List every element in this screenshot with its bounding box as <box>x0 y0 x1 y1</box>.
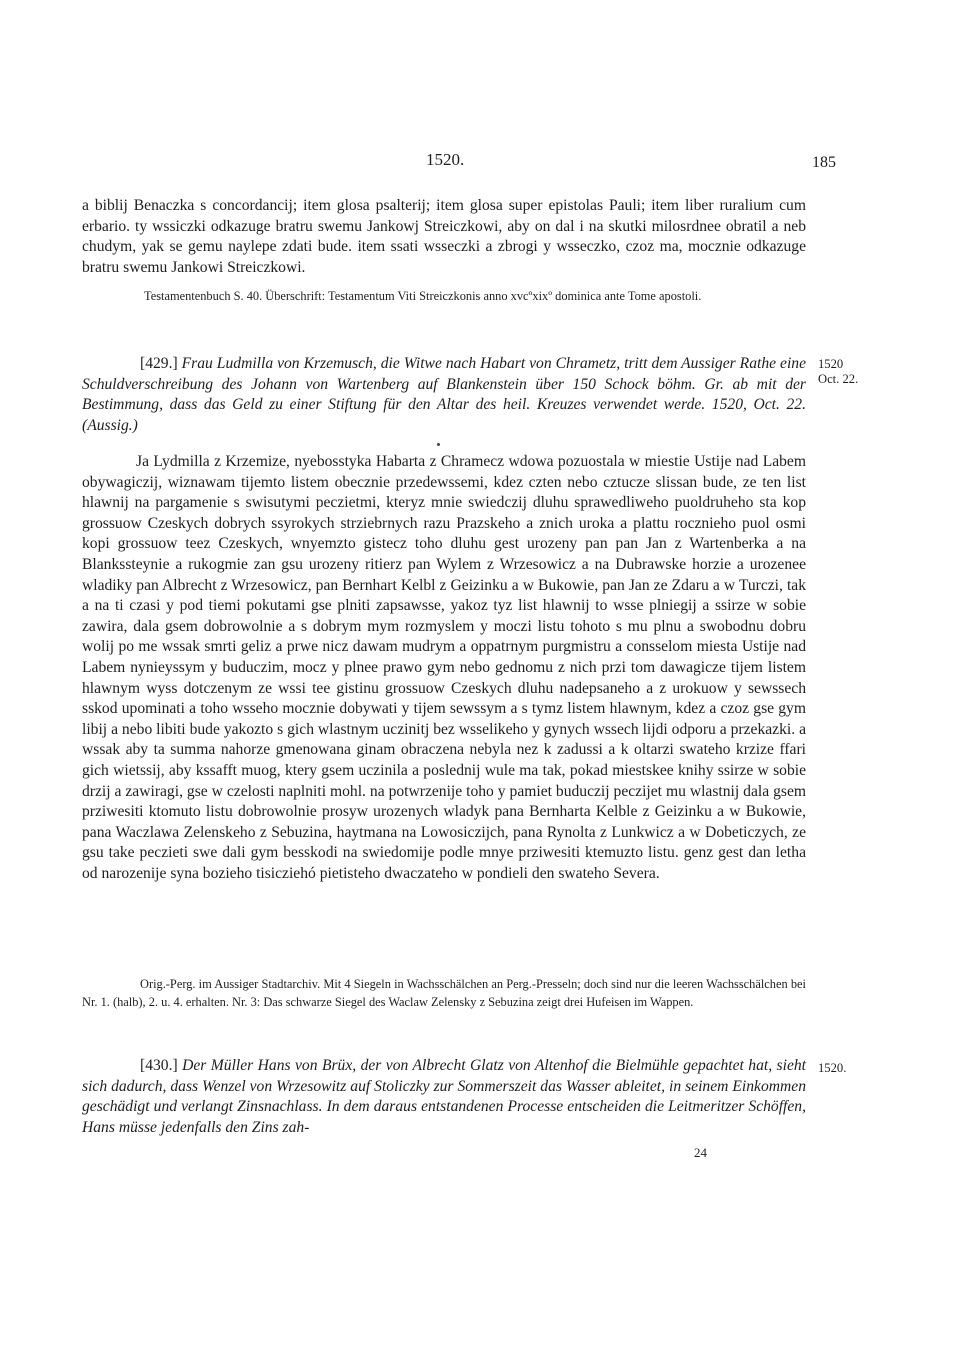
margin-date-day: Oct. 22. <box>818 372 859 386</box>
source-note-text: Testamentenbuch S. 40. Überschrift: Testamentum Viti Streiczkonis anno xvcºxixº dominica ante Tome apostoli. <box>144 289 702 303</box>
document-430-margin-date: 1520. <box>818 1061 847 1075</box>
document-429-number: [429.] <box>140 355 178 372</box>
document-430-regest <box>82 1056 806 1138</box>
document-429-text <box>82 452 806 884</box>
document-429-charter-text: Ja Lydmilla z Krzemize, nyebosstyka Habarta z Chramecz wdowa pozuostala w miestie Ustije nad Labem obywagiczij, wiznawam tijemto listem obecznie przedewssemi, kdez czten nebo cztucze slissan bude, ze ten list hlawnij na pargamenie s swisutymi peczietmi, kteryz mnie swiedczij dluhu sprawedliweho puoldruheho sta kop grossuow Czeskych dobrych ssyrokych strziebrnych razu Prazskeho a znich uroka a plattu rocznieho puol osmi kopi grossuow teez Czeskych, wnyemzto gistecz toho dluhu gest urozeny pan pan Jan z Wartenberka a na Blankssteynie a rukogmie zan gsu urozeny ritierz pan Wylem z Wrzesowicz a na Dubrawske horzie a urozenee wladiky pan Albrecht z Wrzesowicz, pan Bernhart Kelbl z Geizinku a w Bukowie, pan Jan ze Zdaru a w Turczi, tak a na ti czasi y pod tiemi pokutami gse plniti zapsawsse, yakoz tyz list hlawnij to wsse plniegij a ssirze w sobie zawira, dala gsem dobrowolnie a s dobrym mym rozmyslem y moczi listu tohoto s mu plnu a swobodnu dobru wolij po me wssak smrti geliz a prwe nicz dawam mudrym a oppatrnym purgmistru a consselom miesta Ustije nad Labem nynieyssym y buduczim, mocz y plnee prawo gym nebo gednomu z nich przi tom dawagicze tijem listem hlawnym wyss dotczenym ze wssi tee gistinu grossuow Czeskych dluhu nadepsaneho a z urokuow y sewssech sskod upominati a toho wsseho mocznie dobywati y tijem sewssym a s tymz listem hlawnym, kdez a czoz gse gym libij a nebo libiti bude yakozto s gich wlastnym uczinitj bez wsselikeho y gynych wssech lijdi odporu a przekazki. a wssak aby ta summa nahorze gmenowana ginam obraczena nebyla nez k zadussi a k oltarzi swateho krzize ffari gich wietssij, aby kssafft muog, ktery gsem uczinila a poslednij wule ma tak, pokad miestskee knihy ssirze w sobie drzij a zawiragi, gse w czelosti naplniti mohl. na potwrzenije toho y pamiet buduczij peczijet mu wlastnij dala gsem prziwesiti ktomuto listu dobrowolnie prosyw urozenych wladyk pana Bernharta Kelble z Geizinku a w Bukowie, pana Waczlawa Zelenskeho z Sebuzina, haytmana na Lowosiczijch, pana Rynolta z Lunkwicz a w Dobeticzych, ze gsu take peczieti swe dali gym besskodi na swiedomije podle mnye prziwesiti ktemuzto listu. genz gest dan letha od narozenije syna bozieho tisicziehó pietisteho dwaczateho w pondieli den swateho Severa. <box>82 453 806 882</box>
signature-mark: 24 <box>694 1145 707 1160</box>
document-429-regest <box>82 354 806 436</box>
previous-document-source-note <box>82 288 806 306</box>
document-429-margin-date <box>818 357 882 387</box>
document-429-source-note <box>82 976 806 1011</box>
previous-document-continuation <box>82 196 806 278</box>
document-429-source-note-text: Orig.-Perg. im Aussiger Stadtarchiv. Mit 4 Siegeln in Wachsschälchen an Perg.-Presseln; doch sind nur die leeren Wachsschälchen bei Nr. 1. (halb), 2. u. 4. erhalten. Nr. 3: Das schwarze Siegel des Waclaw Zelensky z Sebuzina zeigt drei Hufeisen im Wappen. <box>82 977 806 1009</box>
ornament-dot <box>437 443 440 446</box>
running-head-year: 1520. <box>426 150 465 169</box>
document-429-regest-text: Frau Ludmilla von Krzemusch, die Witwe nach Habart von Chrametz, tritt dem Aussiger Rathe eine Schuldverschreibung des Johann von Wartenberg auf Blankenstein über 150 Schock böhm. Gr. ab mit der Bestimmung, dass das Geld zu einer Stiftung für den Altar des heil. Kreuzes verwendet werde. 1520, Oct. 22. (Aussig.) <box>82 355 806 434</box>
margin-date-year: 1520 <box>818 357 844 371</box>
document-430-regest-text: Der Müller Hans von Brüx, der von Albrecht Glatz von Altenhof die Bielmühle gepachtet hat, sieht sich dadurch, dass Wenzel von Wrzesowitz auf Stoliczky zur Sommerszeit das Wasser ableitet, in seinem Einkommen geschädigt und verlangt Zinsnachlass. In dem daraus entstandenen Processe entscheiden die Leitmeritzer Schöffen, Hans müsse jedenfalls den Zins zah- <box>82 1057 806 1136</box>
document-430-number: [430.] <box>140 1057 178 1074</box>
previous-document-text: a biblij Benaczka s concordancij; item glosa psalterij; item glosa super epistolas Pauli; item liber ruralium cum erbario. ty wssiczki odkazuge bratru swemu Jankowj Streiczkowi, aby on dal i na skutki milosrdnee obratil a neb chudym, yak se gemu naylepe zdati bude. item ssati wsseczki a zbrogi y wsseczko, czoz ma, mocznie odkazuge bratru swemu Jankowi Streiczkowi. <box>82 197 806 276</box>
page-number: 185 <box>812 154 836 171</box>
running-head <box>0 150 960 174</box>
